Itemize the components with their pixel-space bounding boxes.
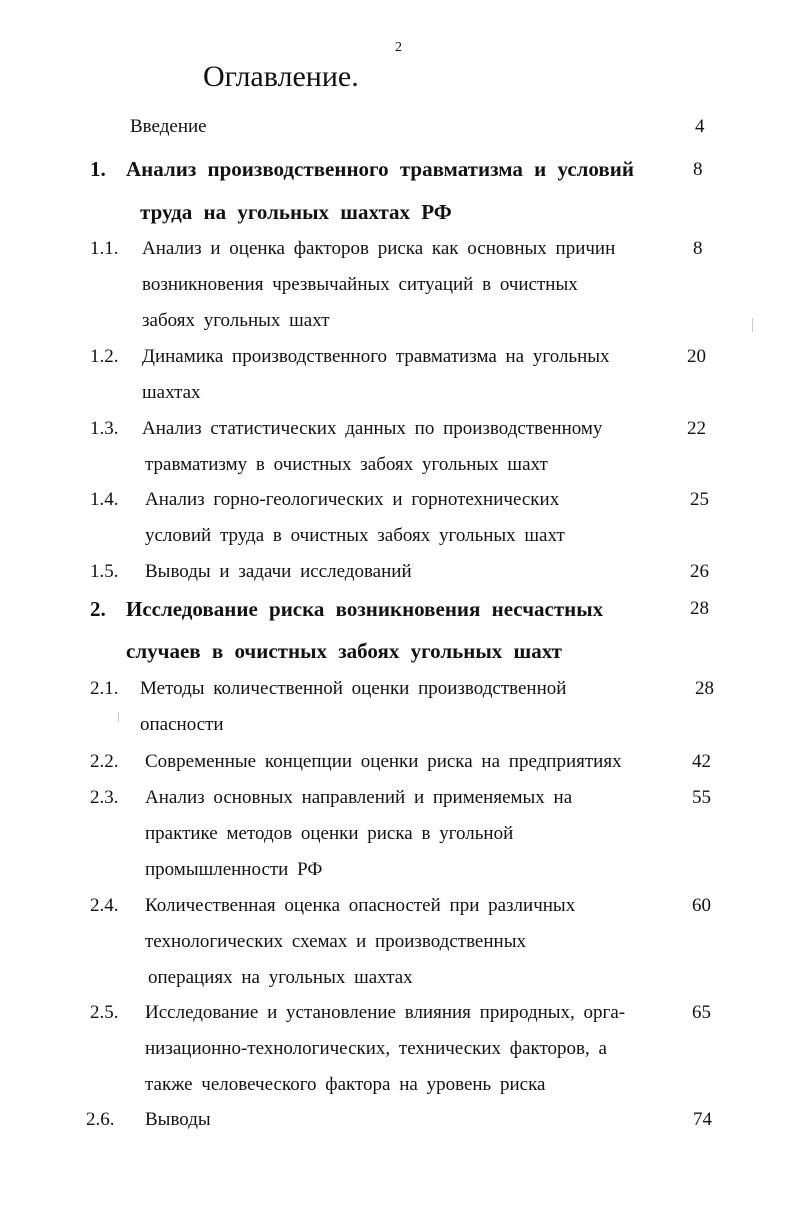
toc-intro-label: Введение [130, 116, 207, 137]
toc-section-title: труда на угольных шахтах РФ [140, 200, 452, 224]
toc-item-page: 22 [687, 418, 706, 439]
toc-item-title: Методы количественной оценки производственной [140, 678, 567, 699]
toc-item-title: опасности [140, 714, 224, 735]
toc-section-title: Анализ производственного травматизма и условий [126, 157, 634, 181]
toc-item-page: 60 [692, 895, 711, 916]
toc-item-number: 1.4. [90, 489, 119, 510]
toc-item-title: Динамика производственного травматизма на угольных [142, 346, 610, 367]
toc-item-page: 25 [690, 489, 709, 510]
toc-item-title: условий труда в очистных забоях угольных шахт [145, 525, 565, 546]
toc-item-title: Количественная оценка опасностей при различных [145, 895, 576, 916]
toc-section-title: Исследование риска возникновения несчастных [126, 597, 604, 621]
toc-item-page: 28 [695, 678, 714, 699]
toc-intro-page: 4 [695, 116, 705, 137]
toc-item-number: 2.1. [90, 678, 119, 699]
toc-item-number: 2.4. [90, 895, 119, 916]
toc-item-title: практике методов оценки риска в угольной [145, 823, 514, 844]
toc-item-number: 1.1. [90, 238, 119, 259]
scan-artifact [752, 318, 753, 332]
scan-artifact [118, 712, 119, 722]
toc-item-page: 26 [690, 561, 709, 582]
toc-item-page: 55 [692, 787, 711, 808]
toc-section-page: 8 [693, 159, 703, 180]
toc-item-number: 2.3. [90, 787, 119, 808]
toc-item-title: Анализ горно-геологических и горнотехнических [145, 489, 560, 510]
toc-section-number: 1. [90, 157, 106, 181]
toc-item-title: низационно-технологических, технических факторов, а [145, 1038, 607, 1059]
toc-item-title: промышленности РФ [145, 859, 323, 880]
toc-item-number: 1.2. [90, 346, 119, 367]
toc-item-title: Анализ и оценка факторов риска как основных причин [142, 238, 616, 259]
toc-item-number: 1.3. [90, 418, 119, 439]
toc-item-page: 42 [692, 751, 711, 772]
toc-item-title: шахтах [142, 382, 201, 403]
toc-item-number: 1.5. [90, 561, 119, 582]
toc-item-number: 2.6. [86, 1109, 115, 1130]
toc-item-page: 20 [687, 346, 706, 367]
toc-item-title: Анализ статистических данных по производственному [142, 418, 603, 439]
toc-section-title: случаев в очистных забоях угольных шахт [126, 639, 562, 663]
toc-item-page: 8 [693, 238, 703, 259]
toc-section-page: 28 [690, 598, 709, 619]
toc-item-title: забоях угольных шахт [142, 310, 330, 331]
toc-item-title: Выводы [145, 1109, 211, 1130]
toc-item-page: 65 [692, 1002, 711, 1023]
toc-item-number: 2.5. [90, 1002, 119, 1023]
toc-item-title: операциях на угольных шахтах [148, 967, 413, 988]
toc-item-title: Исследование и установление влияния природных, орга- [145, 1002, 626, 1023]
toc-section-number: 2. [90, 597, 106, 621]
toc-item-title: возникновения чрезвычайных ситуаций в очистных [142, 274, 578, 295]
toc-item-number: 2.2. [90, 751, 119, 772]
toc-item-page: 74 [693, 1109, 712, 1130]
toc-item-title: Анализ основных направлений и применяемых на [145, 787, 573, 808]
toc-item-title: технологических схемах и производственных [145, 931, 526, 952]
toc-item-title: травматизму в очистных забоях угольных шахт [145, 454, 548, 475]
toc-item-title: Выводы и задачи исследований [145, 561, 412, 582]
toc-item-title: Современные концепции оценки риска на предприятиях [145, 751, 622, 772]
toc-item-title: также человеческого фактора на уровень риска [145, 1074, 546, 1095]
page-title: Оглавление. [203, 60, 359, 93]
page-number: 2 [395, 40, 402, 55]
